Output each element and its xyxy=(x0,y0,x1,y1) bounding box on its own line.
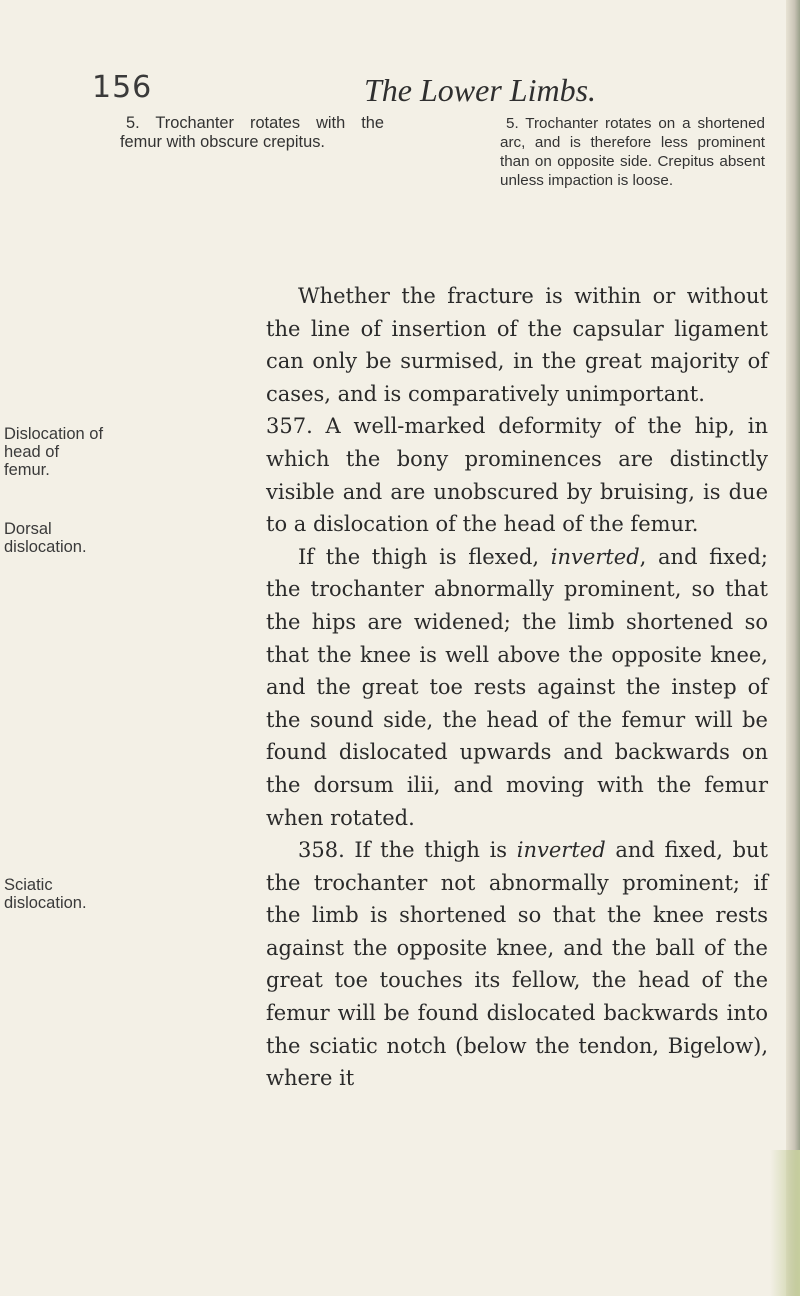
paragraph-dorsal-rest: , and fixed; the trochanter abnormally prominent, so that the hips are widened; the limb shortened so that the knee is well above the opposite knee, and the great toe rests against the instep of the sound side, the head of the femur will be found dislocated upwards and backwards on the dorsum ilii, and moving with the femur when rotated. xyxy=(266,544,768,830)
body-text xyxy=(266,280,768,1095)
comparison-right-item: 5. Trochanter rotates on a shortened arc, and is therefore less prominent than on opposite side. Crepitus absent unless impaction is loose. xyxy=(500,115,765,189)
paragraph-358-emphasis: inverted xyxy=(516,838,606,863)
comparison-right-column xyxy=(500,114,765,190)
margin-note-dislocation: Dislocation of head of femur. xyxy=(4,425,104,479)
comparison-table xyxy=(120,114,800,304)
comparison-left-item: 5. Trochanter rotates with the femur with obscure crepitus. xyxy=(120,114,384,151)
paragraph-357: 357. A well-marked deformity of the hip, in which the bony prominences are distinctly visible and are unobscured by bruising, is due to a dislocation of the head of the femur. xyxy=(266,414,768,537)
comparison-left-column xyxy=(120,114,384,152)
paragraph-fracture: Whether the fracture is within or without the line of insertion of the capsular ligament can only be surmised, in the great majority of cases, and is comparatively unimportant. xyxy=(266,284,768,406)
paragraph-358-rest: and fixed, but the trochanter not abnormally prominent; if the limb is shortened so that the knee rests against the opposite knee, and the ball of the great toe touches its fellow, the head of the femur will be found dislocated backwards into the sciatic notch (below the tendon, Bigelow), where it xyxy=(266,838,768,1091)
page-edge-stain xyxy=(770,1150,800,1296)
paragraph-358 xyxy=(266,834,768,1095)
margin-notes xyxy=(4,0,108,1296)
paragraph-dorsal xyxy=(266,541,768,834)
paragraph-dorsal-emphasis: inverted xyxy=(550,544,640,569)
margin-note-sciatic: Sciatic dislocation. xyxy=(4,876,87,912)
page-number: 156 xyxy=(92,70,153,105)
paragraph-358-pre: 358. If the thigh is xyxy=(298,838,508,863)
margin-note-dorsal: Dorsal dislocation. xyxy=(4,520,87,556)
book-title: The Lower Limbs. xyxy=(364,72,597,108)
paragraph-dorsal-pre: If the thigh is flexed, xyxy=(298,544,540,569)
running-head xyxy=(92,70,622,114)
